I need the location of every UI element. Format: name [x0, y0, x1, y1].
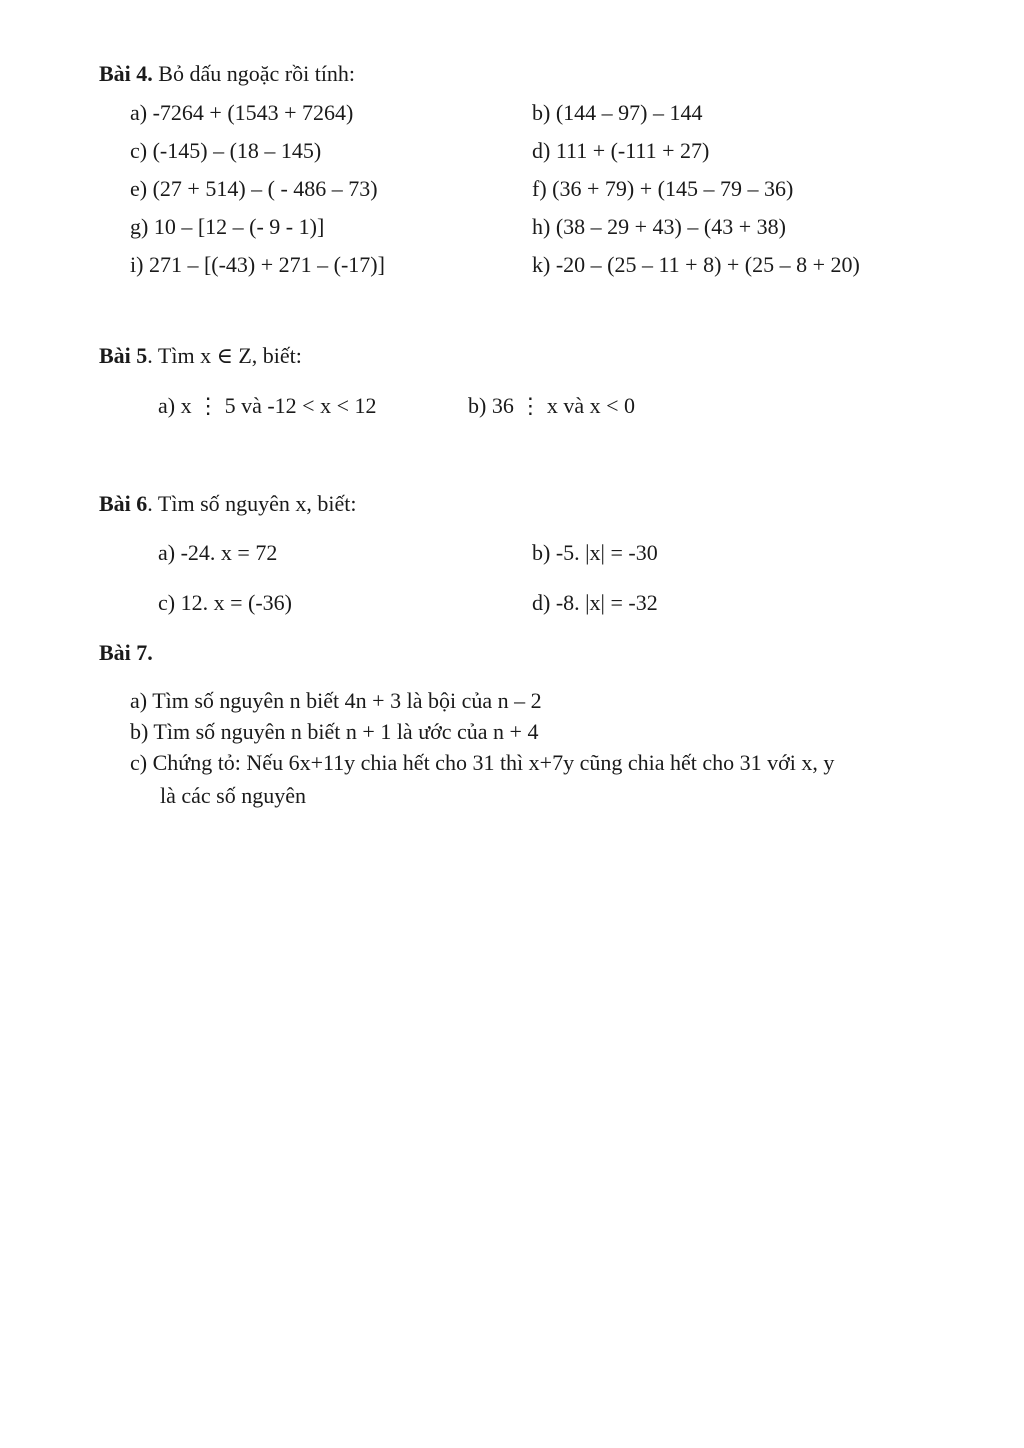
bai7-item-c-continuation: là các số nguyên — [160, 783, 306, 808]
bai7-item-c: c) Chứng tỏ: Nếu 6x+11y chia hết cho 31 thì x+7y cũng chia hết cho 31 với x, y — [130, 750, 835, 775]
bai6-instruction: . Tìm số nguyên x, biết: — [147, 491, 357, 516]
bai4-item-h: h) (38 – 29 + 43) – (43 + 38) — [532, 214, 786, 239]
bai4-heading — [99, 60, 355, 88]
bai4-item-f: f) (36 + 79) + (145 – 79 – 36) — [532, 176, 794, 201]
bai4-item-k: k) -20 – (25 – 11 + 8) + (25 – 8 + 20) — [532, 252, 860, 277]
bai4-item-c: c) (-145) – (18 – 145) — [130, 138, 322, 163]
bai4-item-a: a) -7264 + (1543 + 7264) — [130, 100, 354, 125]
bai5-item-a: a) x ⋮ 5 và -12 < x < 12 — [158, 393, 377, 418]
bai5-label: Bài 5 — [99, 343, 148, 368]
bai5-heading — [99, 342, 302, 370]
bai4-instruction: Bỏ dấu ngoặc rồi tính: — [158, 61, 356, 86]
bai5-instruction: . Tìm x ∈ Z, biết: — [147, 343, 302, 368]
bai4-item-i: i) 271 – [(-43) + 271 – (-17)] — [130, 252, 385, 277]
bai4-label: Bài 4. — [99, 61, 153, 86]
bai4-item-b: b) (144 – 97) – 144 — [532, 100, 703, 125]
bai6-label: Bài 6 — [99, 491, 148, 516]
bai7-item-a: a) Tìm số nguyên n biết 4n + 3 là bội của n – 2 — [130, 688, 542, 713]
bai4-item-d: d) 111 + (-111 + 27) — [532, 138, 710, 163]
bai6-heading — [99, 490, 357, 518]
bai4-item-e: e) (27 + 514) – ( - 486 – 73) — [130, 176, 378, 201]
bai4-item-g: g) 10 – [12 – (- 9 - 1)] — [130, 214, 325, 239]
bai7-item-b: b) Tìm số nguyên n biết n + 1 là ước của n + 4 — [130, 719, 539, 744]
bai5-item-b: b) 36 ⋮ x và x < 0 — [468, 393, 635, 418]
bai6-item-d: d) -8. |x| = -32 — [532, 590, 658, 615]
bai6-item-c: c) 12. x = (-36) — [158, 590, 292, 615]
bai6-item-b: b) -5. |x| = -30 — [532, 540, 658, 565]
bai7-label: Bài 7. — [99, 640, 153, 665]
bai7-heading — [99, 639, 153, 667]
bai6-item-a: a) -24. x = 72 — [158, 540, 278, 565]
